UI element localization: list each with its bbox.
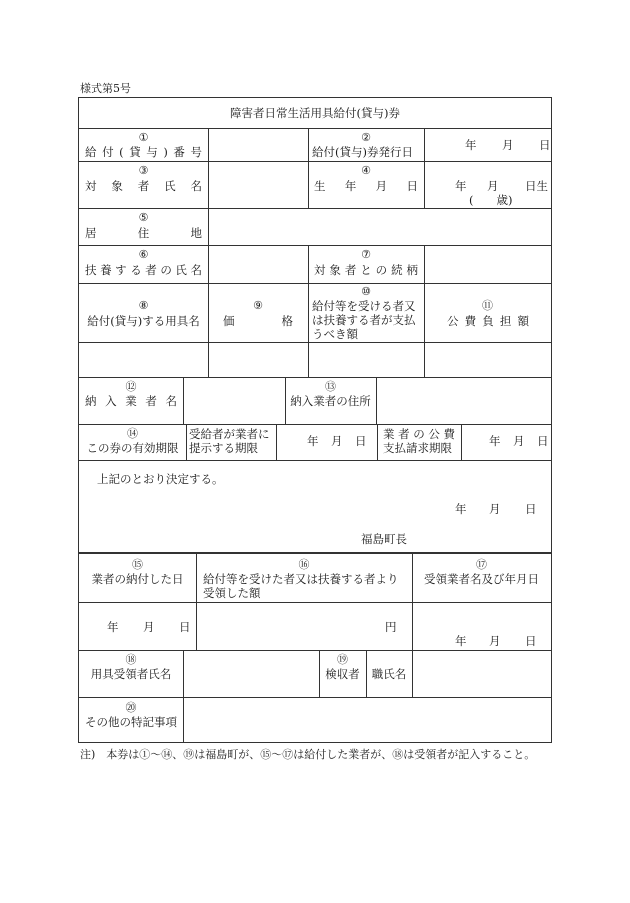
present-deadline-label-1: 受給者が業者に — [189, 427, 270, 441]
field-number-5: ⑤ — [138, 211, 149, 224]
receiving-day: 日 — [525, 634, 537, 648]
subject-name-label: 対象者氏名 — [85, 179, 202, 193]
decision-month: 月 — [489, 502, 501, 516]
form-title: 障害者日常生活用具給付(貸与)券 — [230, 106, 400, 120]
receipt-table — [78, 554, 552, 743]
voucher-table — [78, 97, 552, 461]
official-name-label: 職氏名 — [371, 667, 407, 681]
received-amount-label-2: 受領した額 — [203, 586, 261, 600]
field-number-3: ③ — [138, 164, 149, 177]
equipment-name-label: 給付(貸与)する用具名 — [87, 314, 200, 328]
supplier-address-label: 納入業者の住所 — [290, 394, 371, 408]
claim-deadline-label-1: 業者の公費 — [383, 427, 455, 441]
delivery-year: 年 — [107, 620, 119, 634]
field-number-1: ① — [138, 131, 149, 144]
field-number-16: ⑯ — [298, 558, 310, 571]
received-amount-label-1: 給付等を受けた者又は扶養する者より — [203, 572, 399, 586]
inspector-label: 検収者 — [325, 667, 360, 681]
payable-amount-label-1: 給付等を受ける者又 — [312, 299, 416, 313]
price-label: 価格 — [223, 314, 293, 328]
claim-deadline-day: 日 — [537, 434, 549, 448]
claim-deadline-label-2: 支払請求期限 — [383, 441, 452, 455]
decision-text: 上記のとおり決定する。 — [97, 472, 224, 486]
field-number-14: ⑭ — [127, 427, 138, 440]
voucher-number-label: 給付(貸与)番号 — [85, 145, 202, 159]
age-field: ( 歳) — [469, 193, 513, 207]
field-number-11: ⑪ — [482, 299, 493, 312]
receiving-supplier-label: 受領業者名及び年月日 — [424, 572, 539, 586]
birth-day: 日生 — [525, 179, 548, 193]
field-number-9: ⑨ — [253, 299, 263, 312]
delivery-date-label: 業者の納付した日 — [91, 572, 184, 586]
delivery-month: 月 — [143, 620, 155, 634]
present-deadline-day: 日 — [355, 434, 367, 448]
expiry-label: この券の有効期限 — [86, 441, 179, 455]
field-number-18: ⑱ — [125, 653, 137, 666]
present-deadline-month: 月 — [331, 434, 343, 448]
field-number-20: ⑳ — [125, 701, 137, 714]
issue-date-label: 給付(貸与)券発行日 — [312, 145, 413, 159]
field-number-19: ⑲ — [337, 653, 348, 666]
birth-year: 年 — [455, 179, 467, 193]
claim-deadline-month: 月 — [513, 434, 525, 448]
form-number: 様式第5号 — [80, 82, 131, 95]
present-deadline-label-2: 提示する期限 — [189, 441, 258, 455]
field-number-10: ⑩ — [361, 285, 371, 298]
payable-amount-label-3: うべき額 — [312, 327, 358, 341]
footnote: 注) 本券は①〜⑭、⑲は福島町が、⑮〜⑰は給付した業者が、⑱は受領者が記入すること。 — [80, 748, 536, 761]
supplier-name-label: 納入業者名 — [85, 394, 177, 408]
field-number-12: ⑫ — [125, 380, 137, 393]
issue-date-day: 日 — [539, 138, 551, 152]
relationship-label: 対象者との続柄 — [314, 263, 418, 277]
payable-amount-label-2: は扶養する者が支払 — [312, 313, 416, 327]
public-burden-label: 公費負担額 — [447, 314, 529, 328]
field-number-7: ⑦ — [361, 248, 371, 261]
field-number-4: ④ — [361, 164, 371, 177]
receiving-year: 年 — [455, 634, 467, 648]
decision-year: 年 — [455, 502, 467, 516]
delivery-day: 日 — [179, 620, 191, 634]
field-number-13: ⑬ — [325, 380, 336, 393]
birth-date-label: 生年月日 — [314, 179, 418, 193]
claim-deadline-year: 年 — [489, 434, 501, 448]
field-number-15: ⑮ — [132, 558, 143, 571]
field-number-6: ⑥ — [138, 248, 149, 261]
supporter-name-label: 扶養する者の氏名 — [85, 263, 202, 277]
field-number-8: ⑧ — [138, 299, 149, 312]
equipment-recipient-label: 用具受領者氏名 — [90, 667, 172, 681]
yen-unit: 円 — [385, 620, 397, 634]
field-number-2: ② — [361, 131, 371, 144]
decision-block — [78, 460, 552, 554]
issue-date-year: 年 — [465, 138, 477, 152]
mayor-signature: 福島町長 — [361, 532, 407, 546]
receiving-month: 月 — [489, 634, 501, 648]
present-deadline-year: 年 — [307, 434, 319, 448]
residence-label: 居住地 — [85, 226, 202, 240]
decision-day: 日 — [525, 502, 537, 516]
special-notes-label: その他の特記事項 — [85, 715, 177, 729]
field-number-17: ⑰ — [476, 558, 487, 571]
birth-month: 月 — [487, 179, 499, 193]
issue-date-month: 月 — [502, 138, 514, 152]
